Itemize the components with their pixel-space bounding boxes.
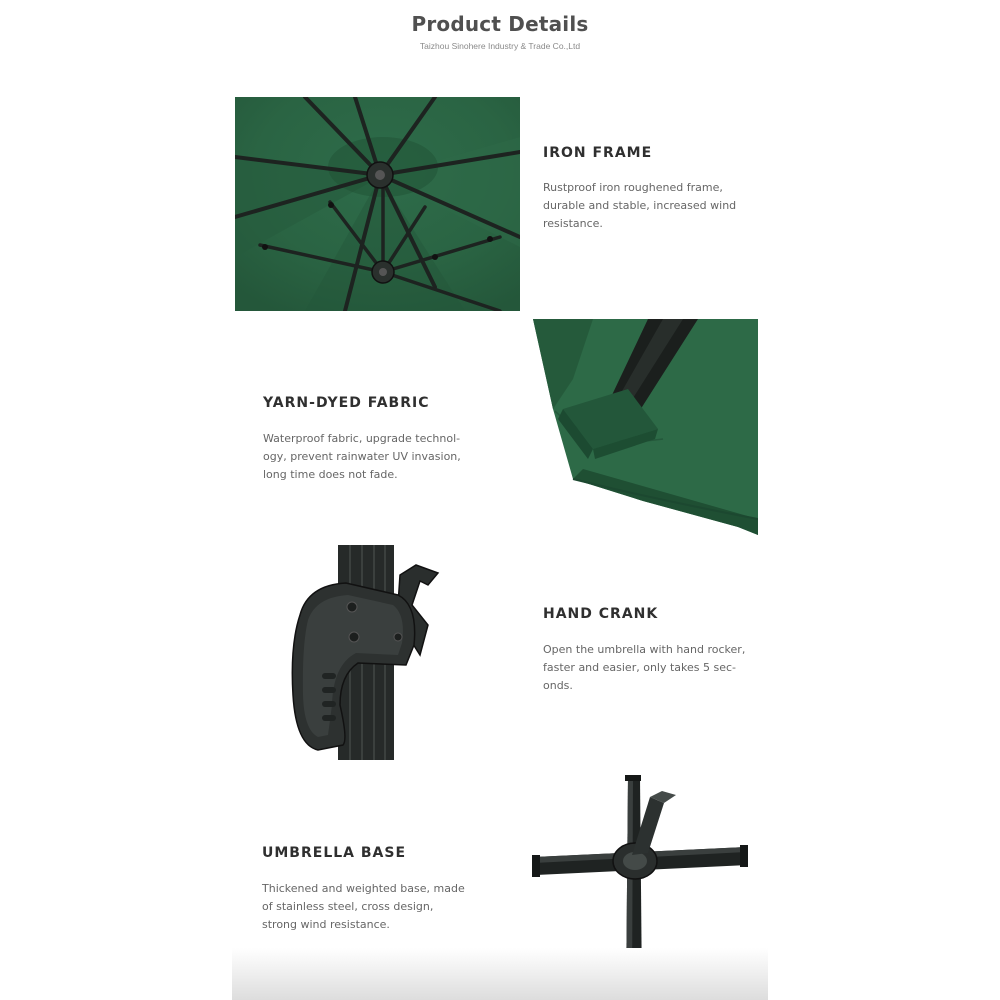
feature-description-hand-crank: Open the umbrella with hand rocker, faster and easier, only takes 5 sec- onds.	[543, 643, 746, 692]
umbrella-frame-underside-photo	[235, 97, 520, 311]
feature-title-yarn-dyed-fabric: YARN-DYED FABRIC	[263, 395, 430, 411]
hand-crank-handle-photo	[288, 545, 446, 760]
green-fabric-closeup-photo	[533, 319, 758, 535]
feature-title-hand-crank: HAND CRANK	[543, 606, 659, 622]
company-name: Taizhou Sinohere Industry & Trade Co.,Ltd	[419, 41, 581, 51]
feature-description-iron-frame: Rustproof iron roughened frame, durable and stable, increased wind resistance.	[543, 181, 737, 230]
feature-title-iron-frame: IRON FRAME	[543, 145, 653, 161]
feature-description-umbrella-base: Thickened and weighted base, made of stainless steel, cross design, strong wind resistance.	[262, 882, 465, 931]
feature-title-umbrella-base: UMBRELLA BASE	[262, 845, 407, 861]
feature-description-yarn-dyed-fabric: Waterproof fabric, upgrade technol- ogy, prevent rainwater UV invasion, long time does not fade.	[263, 432, 461, 481]
page-title: Product Details	[411, 12, 589, 36]
bottom-fade-divider	[232, 948, 768, 1000]
